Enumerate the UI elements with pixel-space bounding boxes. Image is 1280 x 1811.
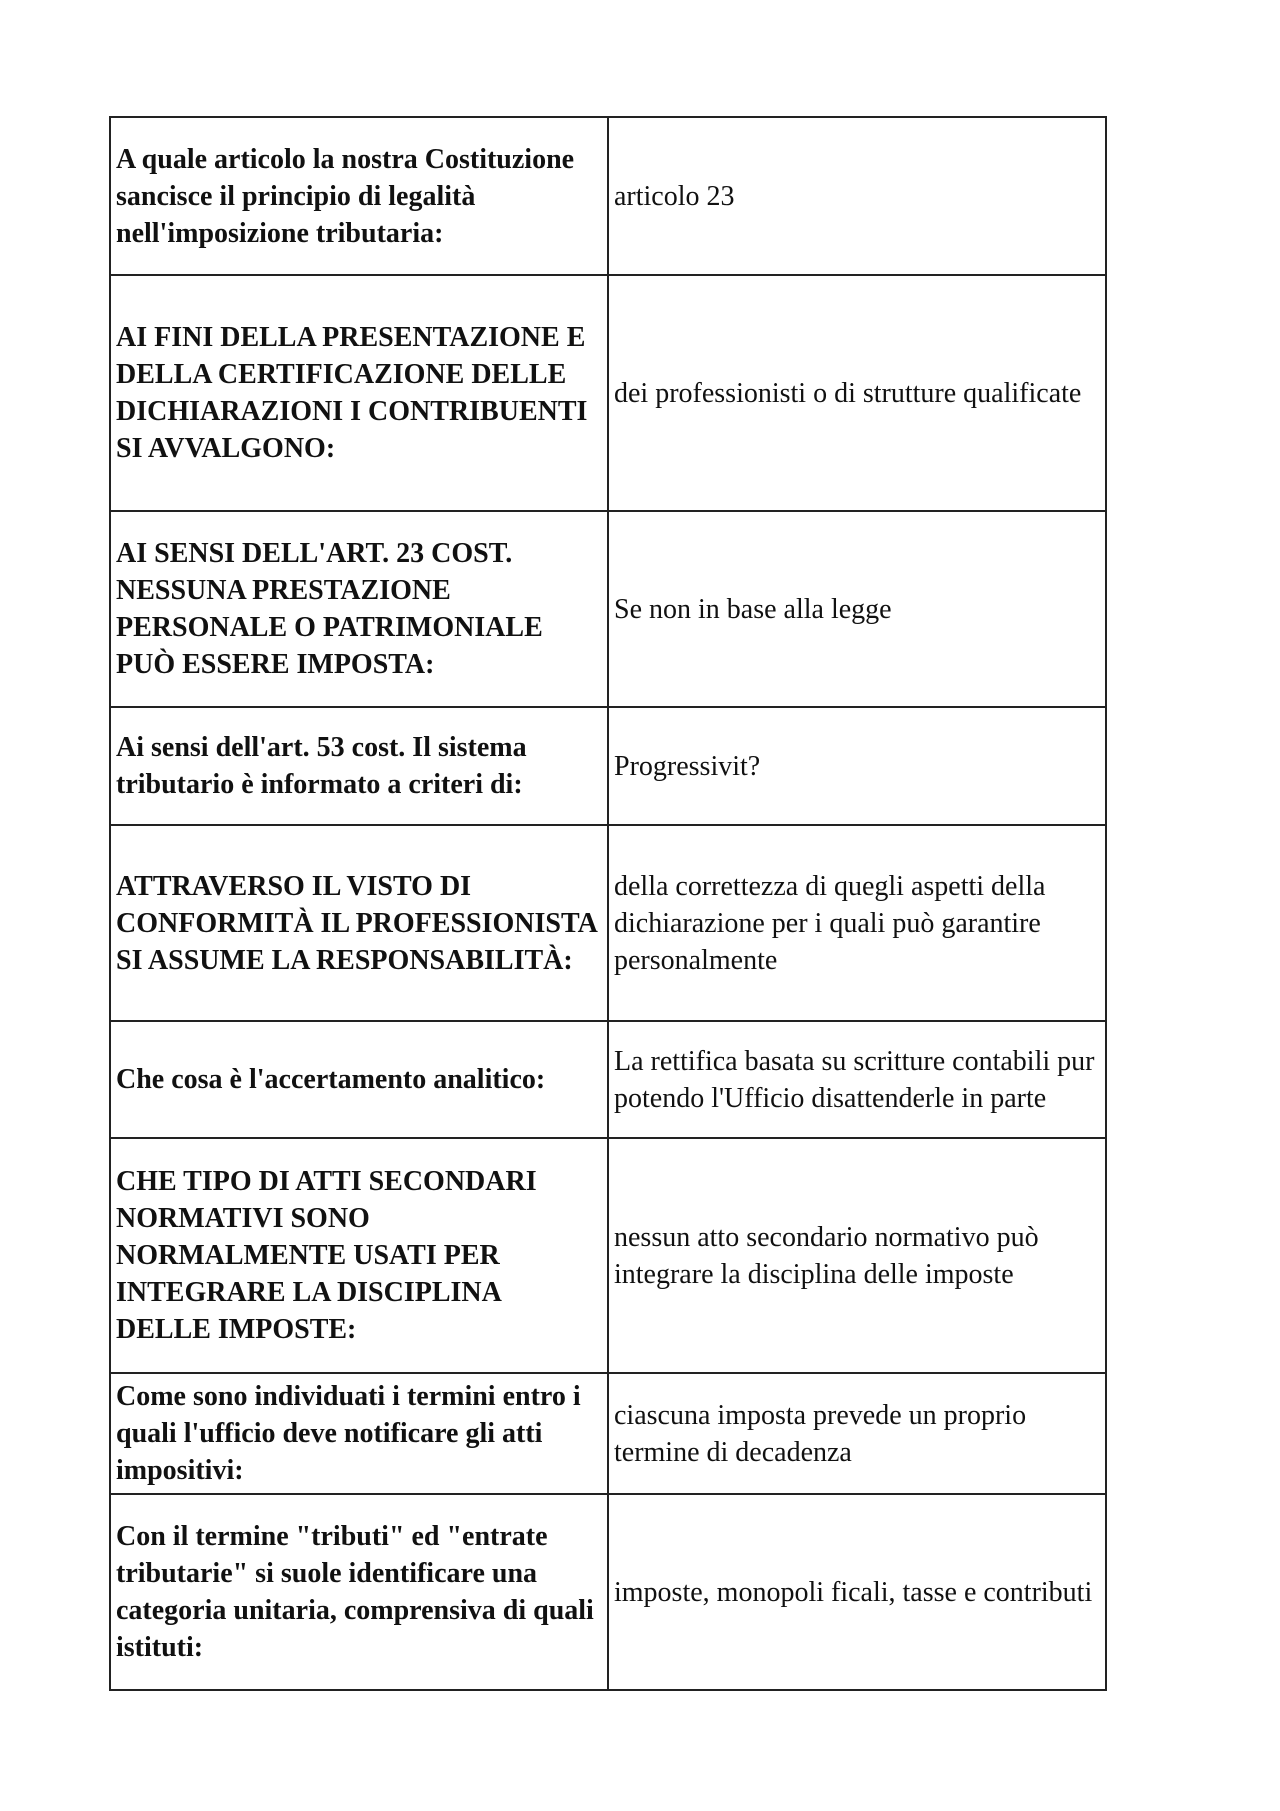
table-row [110, 1373, 1106, 1494]
table-row [110, 117, 1106, 275]
table-row [110, 275, 1106, 511]
question-cell: AI FINI DELLA PRESENTAZIONE E DELLA CERTIFICAZIONE DELLE DICHIARAZIONI I CONTRIBUENTI SI AVVALGONO: [110, 275, 608, 511]
question-cell: CHE TIPO DI ATTI SECONDARI NORMATIVI SONO NORMALMENTE USATI PER INTEGRARE LA DISCIPLINA DELLE IMPOSTE: [110, 1138, 608, 1373]
table-row [110, 825, 1106, 1021]
question-cell: A quale articolo la nostra Costituzione sancisce il principio di legalità nell'imposizione tributaria: [110, 117, 608, 275]
answer-cell: della correttezza di quegli aspetti della dichiarazione per i quali può garantire personalmente [608, 825, 1106, 1021]
question-cell: Con il termine "tributi" ed "entrate tributarie" si suole identificare una categoria unitaria, comprensiva di quali istituti: [110, 1494, 608, 1690]
answer-cell: Se non in base alla legge [608, 511, 1106, 707]
answer-cell: ciascuna imposta prevede un proprio termine di decadenza [608, 1373, 1106, 1494]
table-row [110, 1138, 1106, 1373]
answer-cell: La rettifica basata su scritture contabili pur potendo l'Ufficio disattenderle in parte [608, 1021, 1106, 1138]
question-cell: Ai sensi dell'art. 53 cost. Il sistema tributario è informato a criteri di: [110, 707, 608, 825]
question-cell: AI SENSI DELL'ART. 23 COST. NESSUNA PRESTAZIONE PERSONALE O PATRIMONIALE PUÒ ESSERE IMPOSTA: [110, 511, 608, 707]
answer-cell: articolo 23 [608, 117, 1106, 275]
question-cell: Come sono individuati i termini entro i quali l'ufficio deve notificare gli atti impositivi: [110, 1373, 608, 1494]
table-row [110, 707, 1106, 825]
table-row [110, 511, 1106, 707]
answer-cell: imposte, monopoli ficali, tasse e contributi [608, 1494, 1106, 1690]
qa-table [109, 116, 1107, 1691]
question-cell: ATTRAVERSO IL VISTO DI CONFORMITÀ IL PROFESSIONISTA SI ASSUME LA RESPONSABILITÀ: [110, 825, 608, 1021]
answer-cell: dei professionisti o di strutture qualificate [608, 275, 1106, 511]
question-cell: Che cosa è l'accertamento analitico: [110, 1021, 608, 1138]
answer-cell: Progressivit? [608, 707, 1106, 825]
answer-cell: nessun atto secondario normativo può integrare la disciplina delle imposte [608, 1138, 1106, 1373]
table-row [110, 1021, 1106, 1138]
table-row [110, 1494, 1106, 1690]
